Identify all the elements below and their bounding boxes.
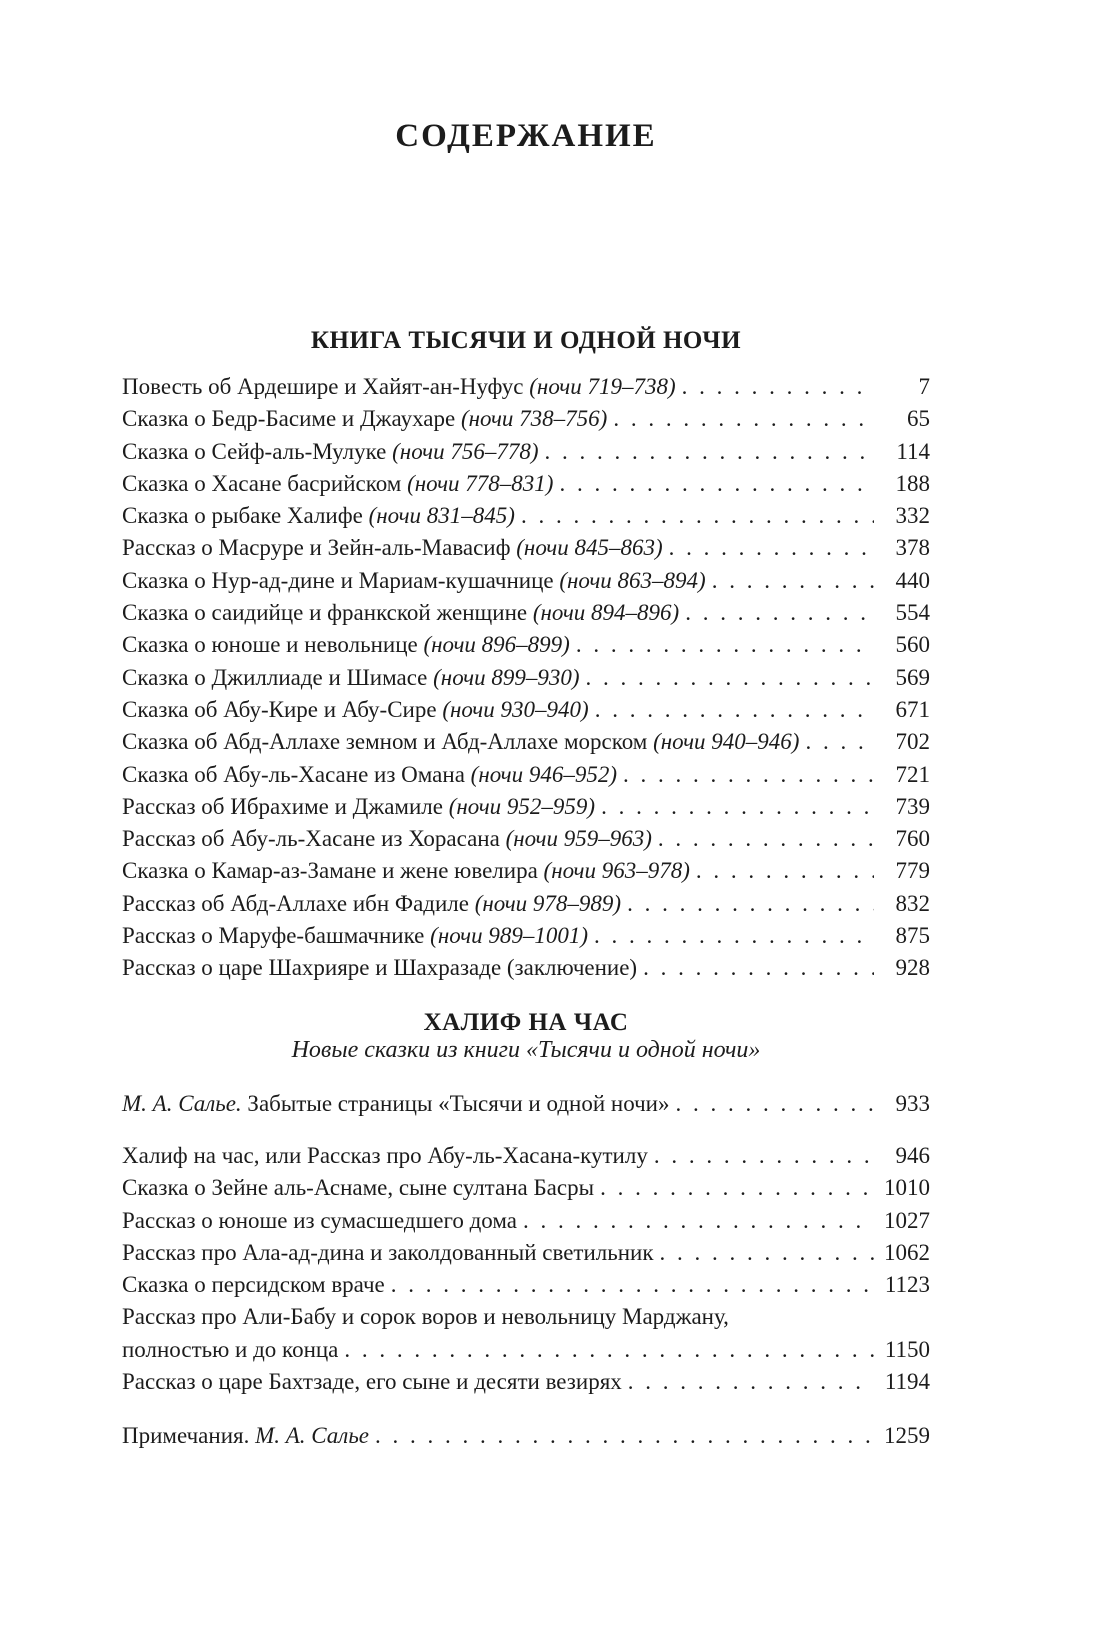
section2-subtitle: Новые сказки из книги «Тысячи и одной ночи»	[291, 1036, 761, 1063]
entry-title: Сказка о юноше и невольнице (ночи 896–899)	[122, 632, 570, 658]
entry-title: Рассказ об Абд-Аллахе ибн Фадиле (ночи 978–989)	[122, 890, 622, 916]
page-number: 554	[895, 600, 930, 626]
entry-title: Сказка о Сейф-аль-Мулуке (ночи 756–778)	[122, 438, 539, 464]
dot-leader	[628, 1366, 874, 1398]
toc-entry	[122, 726, 930, 758]
dot-leader	[594, 920, 874, 952]
toc-entry	[122, 1205, 930, 1237]
dot-leader	[559, 468, 874, 500]
entry-title: Сказка о саидийце и франкской женщине (ночи 894–896)	[122, 600, 680, 626]
dot-leader	[682, 371, 874, 403]
entry-nights: (ночи 894–896)	[532, 600, 680, 626]
page-number: 1194	[884, 1369, 930, 1395]
entry-title: Сказка об Абд-Аллахе земном и Абд-Аллахе морском (ночи 940–946)	[122, 729, 800, 755]
entry-title: Рассказ о юноше из сумасшедшего дома	[122, 1207, 517, 1233]
section2-heading: ХАЛИФ НА ЧАС	[423, 1008, 629, 1036]
entry-nights: (ночи 978–989)	[474, 890, 622, 916]
page-number: 378	[895, 535, 930, 561]
toc-entry	[122, 1140, 930, 1172]
page-number: 7	[918, 374, 930, 399]
dot-leader	[627, 888, 874, 920]
dot-leader	[613, 403, 874, 435]
toc-entry	[122, 952, 930, 984]
dot-leader	[675, 1088, 874, 1120]
dot-leader	[595, 694, 874, 726]
dot-leader	[545, 436, 875, 468]
page-number: 928	[895, 955, 930, 981]
toc-entry	[122, 1088, 930, 1120]
page-number: 1150	[884, 1336, 930, 1362]
toc-entry	[122, 920, 930, 952]
page-number: 875	[895, 923, 930, 949]
section-2	[122, 1009, 930, 1453]
page-number: 671	[895, 696, 930, 722]
entry-title: Сказка о Джиллиаде и Шимасе (ночи 899–930)	[122, 664, 580, 690]
page-number: 65	[907, 406, 930, 432]
page-number: 760	[895, 826, 930, 852]
page-title: СОДЕРЖАНИЕ	[395, 118, 657, 154]
toc-entry	[122, 500, 930, 532]
entry-nights: (ночи 863–894)	[559, 567, 706, 593]
entry-title: Рассказ о Маруфе-башмачнике (ночи 989–1001)	[122, 923, 589, 949]
toc-entry	[122, 855, 930, 887]
entry-nights: (ночи 899–930)	[433, 664, 580, 690]
entry-title: М. А. Салье. Забытые страницы «Тысячи и одной ночи»	[122, 1090, 670, 1116]
entry-nights: (ночи 831–845)	[368, 503, 515, 529]
entry-title: Рассказ об Ибрахиме и Джамиле (ночи 952–959)	[122, 793, 596, 819]
page-number: 1010	[884, 1175, 930, 1201]
entry-nights: (ночи 778–831)	[407, 470, 554, 496]
toc-section-2	[122, 1088, 930, 1453]
entry-nights: (ночи 738–756)	[460, 406, 608, 432]
dot-leader	[712, 565, 874, 597]
toc-entry	[122, 694, 930, 726]
entry-title: Сказка о Бедр-Басиме и Джаухаре (ночи 738–756)	[122, 406, 608, 432]
toc-entry	[122, 371, 930, 403]
page-number: 779	[895, 858, 930, 884]
toc-entry	[122, 888, 930, 920]
page-number: 114	[896, 438, 930, 464]
entry-title: Сказка о Нур-ад-дине и Мариам-кушачнице (ночи 863–894)	[122, 567, 706, 593]
entry-title: Рассказ про Ала-ад-дина и заколдованный светильник	[122, 1239, 654, 1265]
toc-entry	[122, 436, 930, 468]
page-number: 721	[895, 761, 930, 787]
dot-leader	[391, 1269, 874, 1301]
entry-nights: (ночи 756–778)	[392, 438, 539, 464]
section1-heading: КНИГА ТЫСЯЧИ И ОДНОЙ НОЧИ	[310, 327, 742, 354]
toc-entry-wrap-line	[122, 1301, 930, 1333]
entry-title: Сказка о Зейне аль-Аснаме, сыне султана Басры	[122, 1175, 595, 1201]
page-number: 1123	[884, 1272, 930, 1298]
entry-nights: (ночи 940–946)	[653, 729, 800, 755]
toc-entry	[122, 823, 930, 855]
toc-entry	[122, 1269, 930, 1301]
page-number: 188	[895, 470, 930, 496]
page-number: 739	[895, 793, 930, 819]
page-number: 1259	[884, 1423, 930, 1449]
toc-entry	[122, 597, 930, 629]
entry-title: Сказка о персидском враче	[122, 1272, 385, 1298]
entry-nights: (ночи 896–899)	[423, 632, 570, 658]
entry-title: Рассказ об Абу-ль-Хасане из Хорасана (ночи 959–963)	[122, 826, 652, 852]
toc-section-1	[122, 371, 930, 985]
dot-leader	[523, 1205, 874, 1237]
entry-title: Рассказ о Масруре и Зейн-аль-Мавасиф (ночи 845–863)	[122, 535, 663, 561]
toc-entry	[122, 1172, 930, 1204]
page-number: 702	[895, 729, 930, 755]
page-number: 946	[895, 1142, 930, 1168]
dot-leader	[521, 500, 874, 532]
page-number: 832	[895, 890, 930, 916]
toc-entry	[122, 759, 930, 791]
dot-leader	[660, 1237, 874, 1269]
dot-leader	[600, 1172, 874, 1204]
toc-entry	[122, 629, 930, 661]
page-number: 1027	[884, 1207, 930, 1233]
entry-title: Сказка о Хасане басрийском (ночи 778–831)	[122, 470, 554, 496]
dot-leader	[696, 855, 874, 887]
entry-nights: (ночи 845–863)	[516, 535, 663, 561]
page-number: 1062	[884, 1239, 930, 1265]
entry-title: Халиф на час, или Рассказ про Абу-ль-Хасана-кутилу	[122, 1142, 648, 1168]
entry-title: Примечания. М. А. Салье	[122, 1423, 370, 1449]
entry-nights: (ночи 963–978)	[543, 858, 690, 884]
entry-title: Сказка о Камар-аз-Замане и жене ювелира (ночи 963–978)	[122, 858, 690, 884]
toc-entry	[122, 565, 930, 597]
toc-entry	[122, 1334, 930, 1366]
page-number: 569	[895, 664, 930, 690]
dot-leader	[685, 597, 874, 629]
dot-leader	[654, 1140, 874, 1172]
toc-entry	[122, 1237, 930, 1269]
toc-entry	[122, 532, 930, 564]
dot-leader	[375, 1420, 874, 1452]
entry-title: Повесть об Ардешире и Хайят-ан-Нуфус (ночи 719–738)	[122, 374, 676, 399]
entry-title: Сказка об Абу-Кире и Абу-Сире (ночи 930–940)	[122, 696, 589, 722]
toc-entry	[122, 403, 930, 435]
entry-author: М. А. Салье	[255, 1423, 370, 1449]
toc-entry	[122, 791, 930, 823]
toc-entry	[122, 1366, 930, 1398]
dot-leader	[658, 823, 874, 855]
entry-nights: (ночи 952–959)	[448, 793, 596, 819]
entry-title: Сказка об Абу-ль-Хасане из Омана (ночи 946–952)	[122, 761, 618, 787]
page-number: 440	[895, 567, 930, 593]
dot-leader	[669, 532, 874, 564]
entry-nights: (ночи 989–1001)	[430, 923, 589, 949]
dot-leader	[586, 662, 875, 694]
dot-leader	[344, 1334, 874, 1366]
entry-title: Рассказ о царе Бахтзаде, его сыне и десяти везирях	[122, 1369, 622, 1395]
dot-leader	[623, 759, 874, 791]
entry-title: Рассказ про Али-Бабу и сорок воров и невольницу Марджану,	[122, 1304, 729, 1330]
dot-leader	[643, 952, 874, 984]
dot-leader	[576, 629, 874, 661]
toc-entry	[122, 662, 930, 694]
dot-leader	[601, 791, 874, 823]
toc-entry	[122, 468, 930, 500]
entry-nights: (ночи 930–940)	[442, 696, 589, 722]
entry-title: Рассказ о царе Шахрияре и Шахразаде (заключение)	[122, 955, 638, 981]
page-number: 933	[895, 1090, 930, 1116]
page-number: 560	[895, 632, 930, 658]
entry-nights: (ночи 719–738)	[529, 374, 676, 399]
entry-nights: (ночи 946–952)	[470, 761, 618, 787]
entry-title: полностью и до конца	[122, 1336, 339, 1362]
dot-leader	[805, 726, 874, 758]
entry-author: М. А. Салье.	[122, 1090, 242, 1116]
toc-entry-notes	[122, 1420, 930, 1452]
entry-title: Сказка о рыбаке Халифе (ночи 831–845)	[122, 503, 515, 529]
page-number: 332	[895, 503, 930, 529]
entry-nights: (ночи 959–963)	[505, 826, 652, 852]
